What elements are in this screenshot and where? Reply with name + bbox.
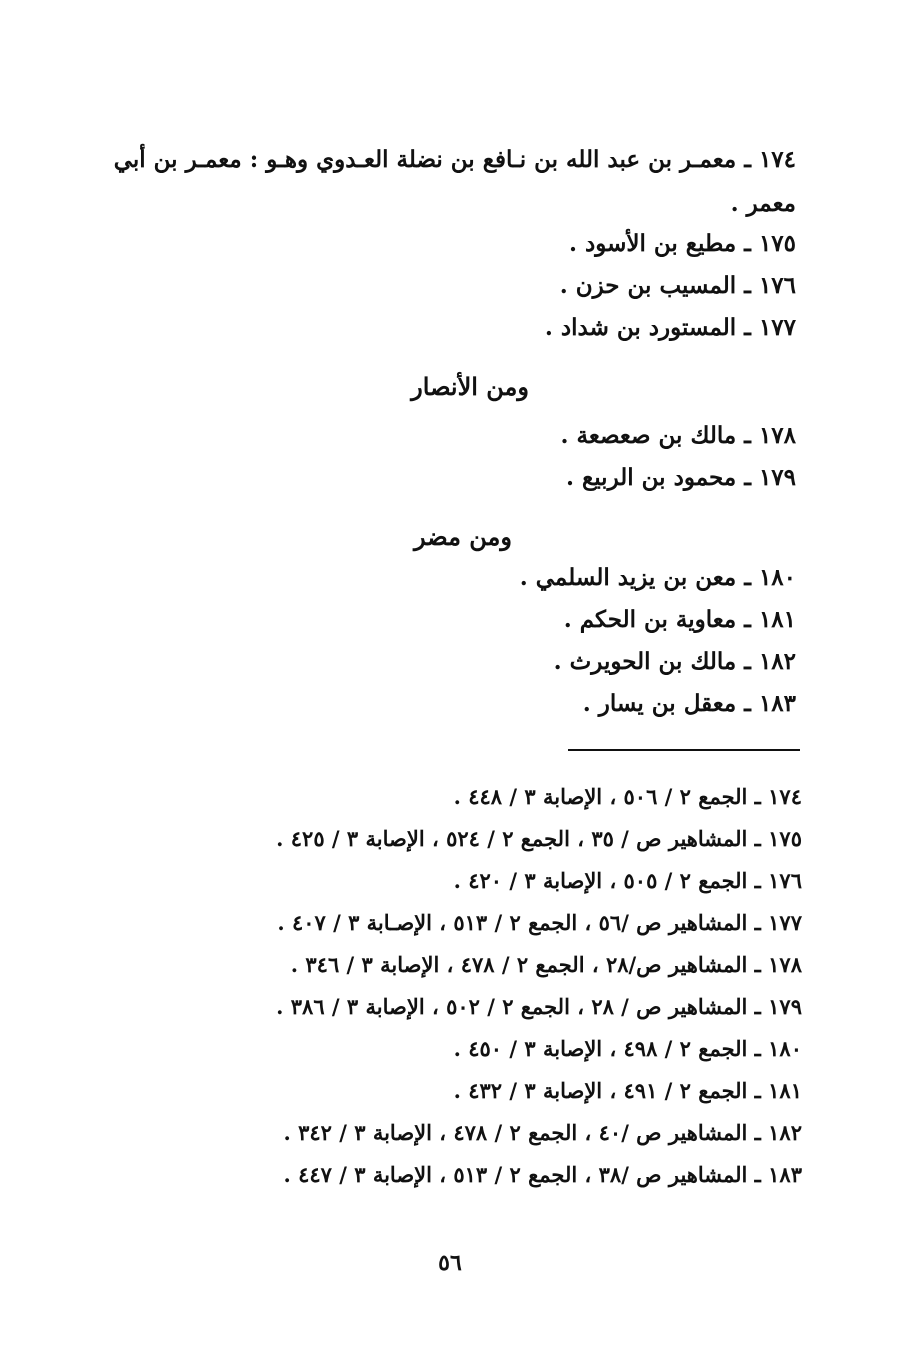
footnote-180: ١٨٠ ـ الجمع ٢ / ٤٩٨ ، الإصابة ٣ / ٤٥٠ . (453, 1036, 802, 1061)
entry-178: ١٧٨ ـ مالك بن صعصعة . (560, 422, 796, 449)
entry-179: ١٧٩ ـ محمود بن الربيع . (565, 464, 796, 491)
footnote-179: ١٧٩ ـ المشاهير ص / ٢٨ ، الجمع ٢ / ٥٠٢ ، الإصابة ٣ / ٣٨٦ . (276, 994, 802, 1019)
entry-174-line1: ١٧٤ ـ معمـر بن عبد الله بن نـافع بن نضلة العـدوي وهـو : معمـر بن أبي (113, 146, 796, 173)
footnote-178: ١٧٨ ـ المشاهير ص/٢٨ ، الجمع ٢ / ٤٧٨ ، الإصابة ٣ / ٣٤٦ . (290, 952, 802, 977)
footnote-separator (568, 749, 800, 751)
entry-181: ١٨١ ـ معاوية بن الحكم . (563, 606, 796, 633)
entry-176: ١٧٦ ـ المسيب بن حزن . (559, 272, 796, 299)
entry-182: ١٨٢ ـ مالك بن الحويرث . (553, 648, 796, 675)
footnote-182: ١٨٢ ـ المشاهير ص /٤٠ ، الجمع ٢ / ٤٧٨ ، الإصابة ٣ / ٣٤٢ . (283, 1120, 802, 1145)
entry-174-line2: معمر . (730, 190, 796, 217)
footnote-176: ١٧٦ ـ الجمع ٢ / ٥٠٥ ، الإصابة ٣ / ٤٢٠ . (453, 868, 802, 893)
entry-180: ١٨٠ ـ معن بن يزيد السلمي . (519, 564, 796, 591)
entry-183: ١٨٣ ـ معقل بن يسار . (582, 690, 796, 717)
footnote-175: ١٧٥ ـ المشاهير ص / ٣٥ ، الجمع ٢ / ٥٢٤ ، الإصابة ٣ / ٤٢٥ . (276, 826, 802, 851)
footnote-177: ١٧٧ ـ المشاهير ص /٥٦ ، الجمع ٢ / ٥١٣ ، الإصـابة ٣ / ٤٠٧ . (277, 910, 802, 935)
footnote-183: ١٨٣ ـ المشاهير ص /٣٨ ، الجمع ٢ / ٥١٣ ، الإصابة ٣ / ٤٤٧ . (283, 1162, 802, 1187)
footnote-181: ١٨١ ـ الجمع ٢ / ٤٩١ ، الإصابة ٣ / ٤٣٢ . (453, 1078, 802, 1103)
section-heading-ansar: ومن الأنصار (411, 372, 529, 401)
footnote-174: ١٧٤ ـ الجمع ٢ / ٥٠٦ ، الإصابة ٣ / ٤٤٨ . (453, 784, 802, 809)
entry-177: ١٧٧ ـ المستورد بن شداد . (544, 314, 796, 341)
page-number: ٥٦ (438, 1250, 462, 1276)
entry-175: ١٧٥ ـ مطيع بن الأسود . (568, 230, 796, 257)
section-heading-mudar: ومن مضر (414, 522, 512, 551)
